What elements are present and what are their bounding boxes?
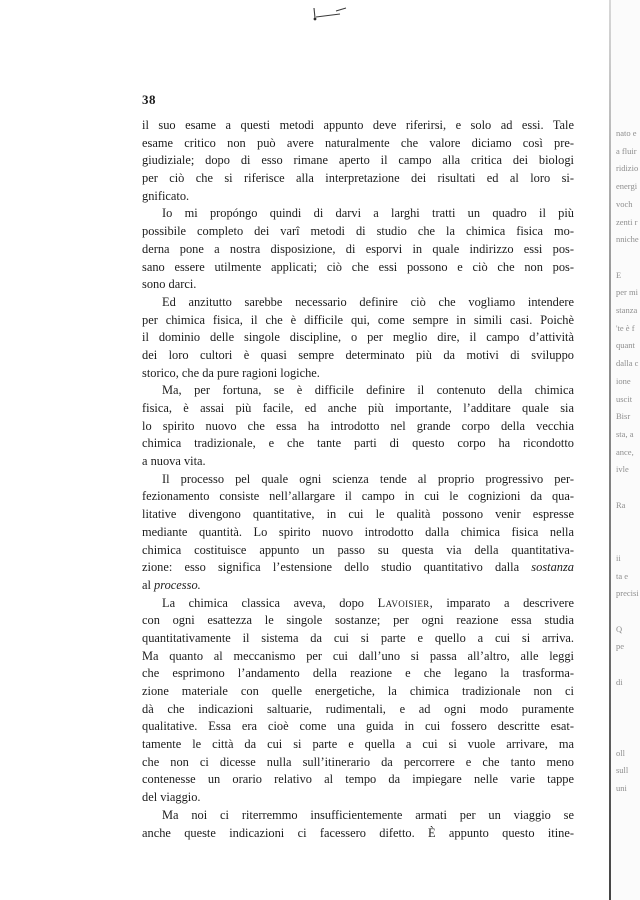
bleed-through-fragment: di <box>616 676 623 687</box>
bleed-through-fragment: a fluir <box>616 145 637 156</box>
text-line: litative divengono quantitative, in cui le qualità possono venir espresse <box>142 507 574 522</box>
bleed-through-fragment: stanza <box>616 305 638 315</box>
text-line: sano essere utilmente applicati; ciò che essi possono e ciò che non pos- <box>142 259 574 274</box>
text-line: dà che indicazioni saltuarie, rudimentali, e ad ogni modo puramente <box>142 701 574 716</box>
text-line: gnificato. <box>142 188 190 203</box>
page-number: 38 <box>142 92 156 107</box>
text-line: a nuova vita. <box>142 454 206 469</box>
text-line: Il processo pel quale ogni scienza tende al proprio progressivo per- <box>162 471 574 486</box>
bleed-through-fragment: energi <box>616 181 638 192</box>
body-text <box>142 117 574 842</box>
bleed-through-fragment: dalla c <box>616 358 639 369</box>
bleed-through-fragment: voch <box>616 198 633 209</box>
text-line: Ed anzitutto sarebbe necessario definire ciò che vogliamo intendere <box>162 294 574 309</box>
bleed-through-fragment: quant <box>616 340 635 351</box>
bleed-through-fragment: uscit <box>616 393 633 404</box>
text-line: esame critico non può avere naturalmente che valore diciamo così pre- <box>142 135 574 150</box>
bleed-through-fragment: ii <box>616 552 621 563</box>
text-line: possibile completo dei varî metodi di studio che la chimica fisica mo- <box>142 224 574 239</box>
text-line: lo spirito nuovo che essa ha introdotto nel grande corpo della vecchia <box>142 418 574 433</box>
text-line-part: al <box>142 577 155 592</box>
bleed-through-fragment: oll <box>616 747 625 758</box>
bleed-through-fragment: E <box>616 269 622 280</box>
text-line: anche queste indicazioni ci facessero difetto. È appunto questo itine- <box>142 825 574 840</box>
bleed-through-fragment: Bisr <box>616 411 631 422</box>
text-line: Ma quanto al meccanismo per cui dall’uno si passa all’altro, alle leggi <box>142 648 574 663</box>
bleed-through-fragment: per mi <box>616 287 638 298</box>
text-line: del viaggio. <box>142 790 201 805</box>
text-line-part: , imparato a descrivere <box>429 595 574 610</box>
bleed-through-fragment: ance, <box>616 446 634 457</box>
bleed-through-fragment: sta, a <box>616 428 634 439</box>
text-line: quantitativamente il sistema da cui si parte e quello a cui si arriva. <box>142 630 574 645</box>
text-line <box>142 595 574 613</box>
italic-word-sostanza: sostanza <box>531 560 574 575</box>
bleed-through-fragment: uni <box>616 782 627 793</box>
bleed-through-fragment: Q <box>616 623 623 634</box>
text-line-part: La chimica classica aveva, dopo <box>162 595 378 610</box>
author-name-lavoisier: Lavoisier <box>377 595 430 610</box>
bleed-through-fragment: ridizio <box>616 163 639 174</box>
text-line <box>142 559 574 577</box>
bleed-through-fragment: precisi <box>616 588 639 599</box>
bleed-through-fragment: 'te è f <box>616 322 635 333</box>
text-line: dei loro cultori è quasi sempre determinato più da motivi di sviluppo <box>142 347 574 362</box>
bleed-through-fragment: sull <box>616 765 629 776</box>
text-line: Io mi propóngo quindi di darvi a larghi tratti un quadro il più <box>162 206 574 221</box>
text-line: Ma noi ci riterremmo insufficientemente armati per un viaggio se <box>162 807 574 822</box>
bleed-through-fragment: zenti r <box>616 216 638 227</box>
italic-word-processo: processo. <box>154 577 201 592</box>
text-line: fezionamento consiste nell’allargare il campo in cui le cognizioni da qua- <box>142 489 574 504</box>
scan-speck-mark <box>300 2 360 24</box>
text-line: mediante quantità. Lo spirito nuovo introdotto dalla chimica fisica nella <box>142 524 574 539</box>
text-line: contenesse un orario relativo al tempo da impiegare nelle varie tappe <box>142 772 574 787</box>
bleed-through-fragment: Ra <box>616 499 626 510</box>
bleed-through-fragment: ta e <box>616 570 629 581</box>
text-line: derna pone a nostra disposizione, di esporvi in quale indirizzo essi pos- <box>142 241 574 256</box>
text-line: per ciò che si riferisce alla interpretazione dei risultati ed al loro si- <box>142 171 574 186</box>
text-line: fisica, è assai più facile, ed anche più importante, l’additare quale sia <box>142 401 574 415</box>
text-line: Ma, per fortuna, se è difficile definire il contenuto della chimica <box>162 383 574 398</box>
text-line <box>142 577 574 595</box>
text-line: con ogni esattezza le singole sostanze; per ogni reazione essa studia <box>142 613 574 628</box>
text-line: storico, che da pure ragioni logiche. <box>142 365 320 380</box>
text-line: il suo esame a questi metodi appunto deve riferirsi, e solo ad essi. Tale <box>142 118 574 132</box>
bleed-through-fragment: ione <box>616 375 631 386</box>
bleed-through-fragment: nato e <box>616 128 637 138</box>
text-line: chimica costituisce appunto un passo su questa via della quantitativa- <box>142 542 574 557</box>
text-line: sono darci. <box>142 277 197 292</box>
text-line: che esprimono l’andamento della reazione e che legano la trasforma- <box>142 666 574 681</box>
text-line: qualitative. Essa era cioè come una guida in cui fossero descritte esat- <box>142 719 574 734</box>
text-line-part: zione: esso significa l’estensione dello studio quantitativo dalla <box>142 560 532 575</box>
bleed-through-fragment: ivle <box>616 464 629 475</box>
text-line: tamente le città da cui si parte e quella a cui si vuole arrivare, ma <box>142 737 574 752</box>
text-line: il dominio delle singole discipline, o per meglio dire, il campo d’attività <box>142 330 574 345</box>
text-line: per chimica fisica, il che è difficile qui, come sempre in simili casi. Poichè <box>142 312 574 327</box>
text-line: giudiziale; dopo di esso rimane aperto il campo alla critica dei biologi <box>142 153 574 168</box>
text-line: zione materiale con quelle energetiche, la chimica tradizionale non ci <box>142 684 574 698</box>
page-edge-shadow <box>609 0 611 900</box>
text-line: che non ci dicesse nulla sull’itinerario da percorrere e che tanto meno <box>142 754 574 769</box>
bleed-through-fragment: nniche <box>616 234 639 245</box>
bleed-through-fragment: pe <box>616 641 625 652</box>
text-line: chimica tradizionale, e che tante parti di questo corpo ha ricondotto <box>142 436 574 451</box>
